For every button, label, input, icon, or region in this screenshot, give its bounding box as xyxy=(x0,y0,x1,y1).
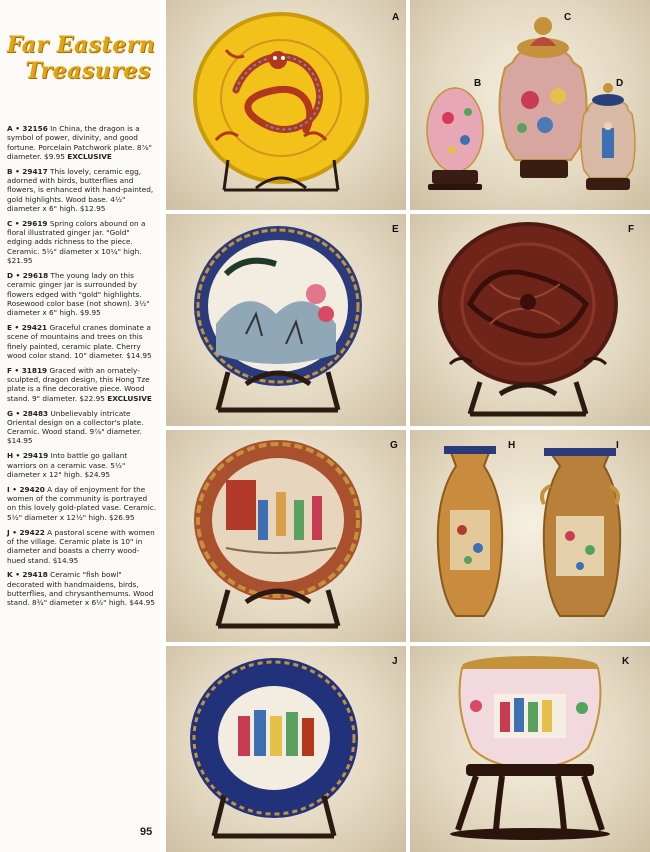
photo-panel-hi xyxy=(410,430,650,642)
photo-panel-f xyxy=(410,214,650,426)
product-sku: G • 28483 xyxy=(7,408,49,418)
panel-label-c: C xyxy=(564,12,572,23)
product-sku: H • 29419 xyxy=(7,451,49,461)
village-plate-image xyxy=(166,646,406,852)
photo-panel-j xyxy=(166,646,406,852)
lacquer-dragon-plate-image xyxy=(410,214,650,426)
product-text: A day of enjoyment for the women of the community is portrayed on this lovely gold-plated vase. Ceramic. 5½" diameter x 12½" high. $26.95 xyxy=(7,484,157,522)
product-text: In China, the dragon is a symbol of power, divinity, and good fortune. Porcelain Patchwork plate. 8⅞" diameter. $9.95 xyxy=(7,124,152,161)
collector-plate-image xyxy=(166,430,406,642)
photo-panel-e xyxy=(166,214,406,426)
catalog-text-column xyxy=(0,0,160,852)
product-description-j xyxy=(7,528,157,565)
product-text: Graceful cranes dominate a scene of mountains and trees on this finely painted, ceramic plate. Cherry wood color stand. 10" diameter. $14.95 xyxy=(7,323,152,360)
product-description-a xyxy=(7,124,157,161)
product-text: Graced with an ornately-sculpted, dragon design, this Hong Tze plate is a fine decorative piece. Wood stand. 9" diameter. $22.95 xyxy=(7,365,150,403)
fish-bowl-image xyxy=(410,646,650,852)
page-number: 95 xyxy=(140,826,153,838)
product-description-e xyxy=(7,323,157,360)
panel-label-b: B xyxy=(474,78,482,89)
exclusive-badge: EXCLUSIVE xyxy=(67,151,112,161)
panel-label-d: D xyxy=(616,78,624,89)
product-text: This lovely, ceramic egg, adorned with birds, butterflies and flowers, is enhanced with hand-painted, gold highlights. Wood base. 4½" diameter x 6" high. $12.95 xyxy=(7,166,154,213)
exclusive-badge: EXCLUSIVE xyxy=(107,393,152,403)
product-sku: B • 29417 xyxy=(7,166,48,176)
product-description-d xyxy=(7,271,157,317)
product-sku: K • 29418 xyxy=(7,570,48,580)
product-description-h xyxy=(7,451,157,479)
photo-panel-bcd xyxy=(410,0,650,210)
dragon-plate-image xyxy=(166,0,406,210)
product-description-g xyxy=(7,409,157,446)
product-text: A pastoral scene with women of the village. Ceramic plate is 10" in diameter and boasts a cherry wood-hued stand. $14.95 xyxy=(7,527,155,565)
product-description-list xyxy=(7,124,157,613)
product-sku: A • 32156 xyxy=(7,124,48,133)
section-title-line2: Treasures xyxy=(25,58,151,84)
product-sku: J • 29422 xyxy=(7,527,45,537)
product-text: Spring colors abound on a floral illustrated ginger jar. "Gold" edging adds richness to the piece. Ceramic. 5½" diameter x 10¼" high. $21.95 xyxy=(7,218,146,266)
product-description-k xyxy=(7,570,157,607)
section-title-line1: Far Eastern xyxy=(6,32,156,58)
panel-label-i: I xyxy=(616,440,619,451)
product-sku: F • 31819 xyxy=(7,365,48,375)
product-sku: I • 29420 xyxy=(7,484,45,494)
product-description-i xyxy=(7,485,157,522)
product-sku: D • 29618 xyxy=(7,270,49,280)
product-description-c xyxy=(7,219,157,265)
photo-panel-g xyxy=(166,430,406,642)
panel-label-k: K xyxy=(622,656,630,667)
section-title xyxy=(6,32,156,84)
crane-plate-image xyxy=(166,214,406,426)
warrior-vases-image xyxy=(410,430,650,642)
product-text: Unbelievably intricate Oriental design on a collector's plate. Ceramic. Wood stand. 9⅞" diameter. $14.95 xyxy=(7,408,144,446)
product-description-b xyxy=(7,167,157,213)
panel-label-j: J xyxy=(392,656,398,667)
panel-label-f: F xyxy=(628,224,635,235)
panel-label-g: G xyxy=(390,440,398,451)
product-sku: C • 29619 xyxy=(7,218,48,228)
product-text: Ceramic "fish bowl" decorated with handmaidens, birds, butterflies, and chrysanthemums. Wood stand. 8¾" diameter x 6½" high. $44.95 xyxy=(7,570,155,608)
product-sku: E • 29421 xyxy=(7,323,48,333)
photo-panel-a xyxy=(166,0,406,210)
product-text: Into battle go gallant warriors on a ceramic vase. 5½" diameter x 12" high. $24.95 xyxy=(7,451,128,479)
product-description-f xyxy=(7,366,157,403)
product-photo-grid xyxy=(166,0,650,852)
product-text: The young lady on this ceramic ginger jar is surrounded by flowers edged with "gold" highlights. Rosewood color base (not shown). 3½" diameter x 6" high. $9.95 xyxy=(7,270,150,318)
panel-label-a: A xyxy=(392,12,400,23)
panel-label-h: H xyxy=(508,440,516,451)
panel-label-e: E xyxy=(392,224,399,235)
photo-panel-k xyxy=(410,646,650,852)
egg-and-ginger-jars-image xyxy=(410,0,650,210)
